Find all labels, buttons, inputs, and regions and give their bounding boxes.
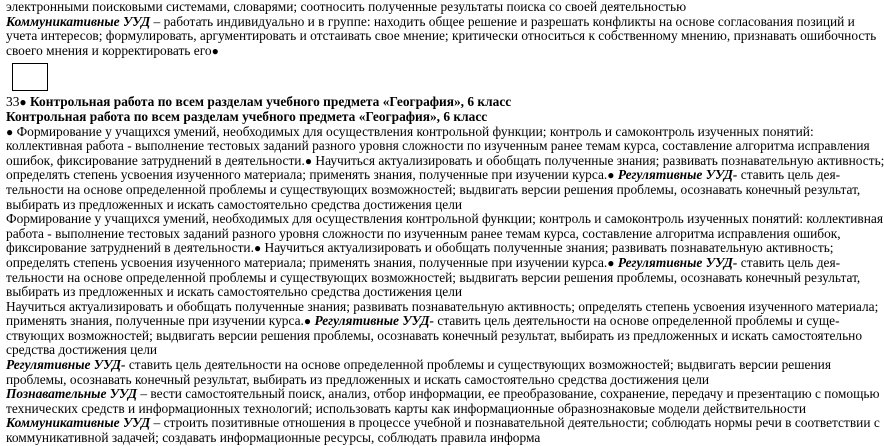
- text-line: проблемы, осознавать конечный результат, выбирать из предложенных и искать самостоятельно средства достижения цели: [6, 371, 710, 387]
- text-line: Научиться актуализировать и обобщать полученные знания; развивать познавательную активность; определять степень усвоения изученного материала;: [6, 298, 879, 314]
- text-line: учета интересов; формулировать, аргументировать и отстаивать свое мнение; критически относиться к собственному мнению, признавать ошибочность: [6, 28, 877, 44]
- communicative-label: Коммуникативные УУД: [6, 415, 151, 431]
- regulatory-label: Регулятивные УУД-: [6, 357, 126, 373]
- text-line: Коммуникативные УУД – работать индивидуально и в группе: находить общее решение и разрешать конфликты на основе согласования позиций и: [6, 13, 855, 29]
- regulatory-label: Регулятивные УУД-: [617, 254, 738, 270]
- text-line: тельности на основе определенной проблемы и существующих возможностей; выдвигать версии решения проблемы, осознавать конечный результат,: [6, 181, 861, 197]
- text-line: выбирать из предложенных и искать самостоятельно средства достижения цели: [6, 196, 463, 212]
- text-line: средства достижения цели: [6, 342, 158, 358]
- text-line: ● Формирование у учащихся умений, необходимых для осуществления контрольной функции; контроль и самоконтроль изученных понятий:: [6, 123, 814, 139]
- regulatory-label: Регулятивные УУД-: [617, 167, 738, 183]
- text-line: электронными поисковыми системами, словарями; соотносить полученные результаты поиска со своей деятельностью: [6, 0, 687, 14]
- text-line: Формирование у учащихся умений, необходимых для осуществления контрольной функции; контроль и самоконтроль изученных понятий: коллективная: [6, 211, 884, 227]
- text-line: тельности на основе определенной проблемы и существующих возможностей; выдвигать версии решения проблемы, осознавать конечный результат,: [6, 269, 861, 285]
- empty-cell-box: [12, 63, 48, 91]
- lesson-heading: [6, 95, 812, 110]
- bullet-icon: ●: [607, 255, 615, 270]
- text-line: выбирать из предложенных и искать самостоятельно средства достижения цели: [6, 284, 463, 300]
- bullet-icon: ●: [304, 153, 313, 168]
- text-line: коллективная работа - выполнение тестовых заданий разного уровня сложности по изученным ранее темам курса, составление алгоритма исправления: [6, 138, 870, 154]
- lesson-title: Контрольная работа по всем разделам учебного предмета «География», 6 класс: [30, 94, 512, 110]
- bullet-icon: ●: [303, 314, 312, 329]
- bullet-icon: ●: [211, 43, 219, 58]
- bullet-icon: ●: [6, 124, 14, 139]
- bullet-icon: ●: [607, 168, 615, 183]
- text-line: Регулятивные УУД- ставить цель деятельности на основе определенной проблемы и существующих возможностей; выдвигать версии решения: [6, 357, 831, 373]
- lesson-number: 33: [6, 94, 20, 110]
- text-line: фиксирование затруднений в деятельности.● Научиться актуализировать и обобщать полученные знания; развивать познавательную активность;: [6, 240, 834, 256]
- text-line: Познавательные УУД – вести самостоятельный поиск, анализ, отбор информации, ее преобразование, сохранение, передачу и презентацию с помощью: [6, 386, 880, 402]
- regulatory-label: Регулятивные УУД-: [314, 313, 435, 329]
- text-line: ошибок, фиксирование затруднений в деятельности.● Научиться актуализировать и обобщать полученные знания; развивать познавательную активность;: [6, 152, 884, 168]
- text-line: своего мнения и корректировать его●: [6, 42, 219, 58]
- text-line: технических средств и информационных технологий; использовать карты как информационные образнознаковые модели действительности: [6, 400, 806, 416]
- text-line: определять степень усвоения изученного материала; применять знания, полученные при изучении курса.● Регулятивные УУД- ставить цель дея-: [6, 254, 841, 270]
- text-line: работа - выполнение тестовых заданий разного уровня сложности по изученным ранее темам курса, составление алгоритма исправления ошибок,: [6, 225, 841, 241]
- text-line: Коммуникативные УУД – строить позитивные отношения в процессе учебной и познавательной деятельности; соблюдать нормы речи в соответствии с: [6, 415, 880, 431]
- bullet-icon: ●: [19, 95, 27, 110]
- text-line: определять степень усвоения изученного материала; применять знания, полученные при изучении курса.● Регулятивные УУД- ставить цель дея-: [6, 167, 841, 183]
- lesson-subtitle: Контрольная работа по всем разделам учебного предмета «География», 6 класс: [6, 108, 488, 124]
- bullet-icon: ●: [253, 241, 262, 256]
- cognitive-label: Познавательные УУД: [6, 386, 137, 402]
- text-line: коммуникативной задачей; создавать информационные ресурсы, соблюдать правила информа: [6, 430, 541, 446]
- communicative-label: Коммуникативные УУД: [6, 13, 151, 29]
- text-line: применять знания, полученные при изучении курса.● Регулятивные УУД- ставить цель деятельности на основе определенной проблемы и суще-: [6, 313, 840, 329]
- text-line: ствующих возможностей; выдвигать версии решения проблемы, осознавать конечный результат, выбирать из предложенных и искать самостоятельно: [6, 327, 863, 343]
